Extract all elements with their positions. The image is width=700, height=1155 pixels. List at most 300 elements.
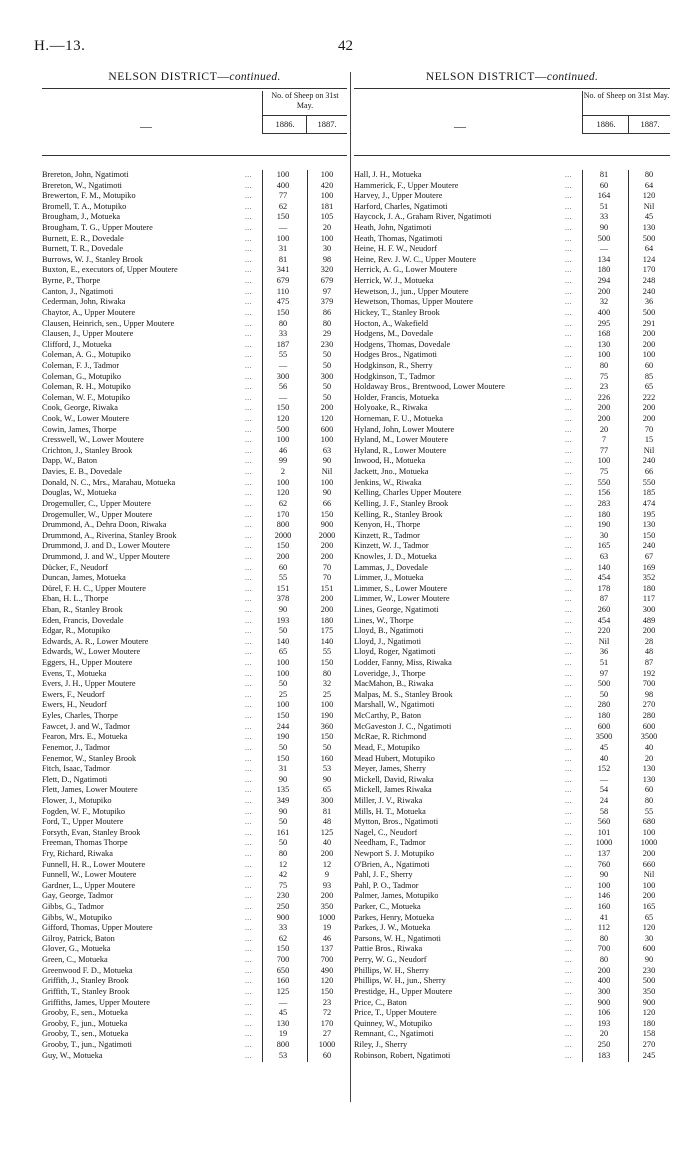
- owner-name: Perry, W. G., Neudorf: [354, 955, 427, 965]
- sheep-count-1887: 100: [320, 233, 334, 243]
- owner-name: Pattie Bros., Riwaka: [354, 944, 423, 954]
- column-rule-1886: [582, 170, 583, 1062]
- sheep-count-1887: 90: [322, 774, 332, 784]
- leader-dots: ...: [565, 319, 572, 328]
- owner-name: Heath, John, Ngatimoti: [354, 223, 432, 233]
- owner-name: Limmer, J., Motueka: [354, 573, 424, 583]
- table-row: [354, 287, 670, 298]
- sheep-count-1886: 100: [276, 170, 290, 179]
- leader-dots: ...: [245, 393, 252, 402]
- sheep-count-1886: 50: [278, 817, 288, 827]
- sheep-count-1886: 180: [597, 509, 611, 519]
- sheep-count-1887: 140: [320, 636, 334, 646]
- leader-dots: ...: [245, 605, 252, 614]
- leader-dots: ...: [565, 542, 572, 551]
- owner-name: Gilroy, Patrick, Baton: [42, 933, 115, 943]
- sheep-count-1886: 100: [276, 477, 290, 487]
- owner-name: Pahl, J. F., Sherry: [354, 870, 413, 880]
- owner-name: Funnell, W., Lower Moutere: [42, 870, 137, 880]
- leader-dots: ...: [245, 542, 252, 551]
- sheep-count-1886: —: [278, 997, 288, 1007]
- sheep-count-1886: 341: [276, 265, 290, 275]
- sheep-count-1886: 151: [276, 583, 290, 593]
- table-row: [354, 244, 670, 255]
- table-row: [42, 732, 347, 743]
- sheep-count-1886: 150: [276, 212, 290, 222]
- sheep-count-1887: Nil: [643, 445, 655, 455]
- table-row: [42, 244, 347, 255]
- leader-dots: ...: [565, 850, 572, 858]
- owner-name: Mickell, James Riwaka: [354, 785, 432, 795]
- leader-dots: ...: [565, 733, 572, 742]
- sheep-count-1887: 86: [322, 307, 332, 317]
- table-row: [42, 849, 347, 860]
- table-row: [42, 891, 347, 902]
- owner-name: Dürel, F. H. C., Upper Moutere: [42, 583, 146, 593]
- owner-name: Hyland, John, Lower Moutere: [354, 424, 455, 434]
- sheep-count-1886: 250: [597, 1039, 611, 1049]
- sheep-count-1886: 900: [597, 997, 611, 1007]
- table-row: [354, 223, 670, 234]
- leader-dots: ...: [245, 934, 252, 943]
- sheep-count-1887: 170: [642, 265, 656, 275]
- page-reference: H.—13.: [34, 38, 86, 54]
- table-row: [42, 711, 347, 722]
- sheep-count-1887: 60: [644, 360, 654, 370]
- sheep-count-1887: 222: [642, 392, 656, 402]
- sheep-count-1887: 60: [322, 1050, 332, 1060]
- leader-dots: ...: [245, 202, 252, 211]
- sheep-count-1887: 200: [642, 329, 656, 339]
- owner-name: Freeman, Thomas Thorpe: [42, 838, 128, 848]
- sheep-count-1886: 55: [278, 573, 288, 583]
- sheep-count-1886: 650: [276, 965, 290, 975]
- sheep-count-1886: 60: [278, 562, 288, 572]
- sheep-count-1886: 80: [599, 933, 609, 943]
- sheep-count-1887: 100: [320, 191, 334, 201]
- sheep-count-1887: 200: [320, 594, 334, 604]
- sheep-count-1886: 2000: [274, 530, 292, 540]
- sheep-count-1886: 31: [278, 244, 288, 254]
- table-row: [42, 1029, 347, 1040]
- sheep-count-1887: 15: [644, 435, 654, 445]
- owner-name: Flower, J., Motupiko: [42, 795, 112, 805]
- sheep-count-1887: 100: [320, 477, 334, 487]
- sheep-count-1886: 500: [597, 233, 611, 243]
- owner-name: Drogemuller, W., Upper Moutere: [42, 509, 153, 519]
- sheep-count-1886: 500: [597, 679, 611, 689]
- leader-dots: ...: [245, 552, 252, 561]
- sheep-count-1886: 100: [597, 350, 611, 360]
- table-row: [42, 456, 347, 467]
- table-header: [42, 88, 347, 156]
- leader-dots: ...: [565, 595, 572, 604]
- sheep-count-1886: 250: [276, 902, 290, 912]
- leader-dots: ...: [245, 839, 252, 848]
- sheep-count-1887: 550: [642, 477, 656, 487]
- sheep-count-1887: 240: [642, 456, 656, 466]
- table-row: [42, 382, 347, 393]
- leader-dots: ...: [565, 245, 572, 254]
- sheep-count-1887: 680: [642, 817, 656, 827]
- sheep-count-1887: 280: [642, 711, 656, 721]
- sheep-count-1887: 190: [320, 711, 334, 721]
- owner-name: Jackett, Jno., Motueka: [354, 467, 429, 477]
- owner-name: Drummond, J. and D., Lower Moutere: [42, 541, 170, 551]
- owner-name: Harford, Charles, Ngatimoti: [354, 201, 448, 211]
- sheep-count-1886: 81: [599, 170, 609, 179]
- leader-dots: ...: [565, 457, 572, 466]
- sheep-count-1887: 900: [642, 997, 656, 1007]
- owner-name: Palmer, James, Motupiko: [354, 891, 439, 901]
- table-row: [354, 234, 670, 245]
- table-row: [354, 944, 670, 955]
- table-row: [42, 467, 347, 478]
- sheep-count-1887: Nil: [643, 870, 655, 880]
- sheep-count-1887: 70: [644, 424, 654, 434]
- sheep-count-1887: 200: [642, 891, 656, 901]
- leader-dots: ...: [245, 659, 252, 668]
- leader-dots: ...: [565, 415, 572, 424]
- leader-dots: ...: [565, 255, 572, 264]
- leader-dots: ...: [245, 404, 252, 413]
- sheep-count-1887: 20: [322, 223, 332, 233]
- sheep-count-1886: 100: [276, 435, 290, 445]
- owner-name: Grooby, T., sen., Motueka: [42, 1029, 129, 1039]
- sheep-count-1887: 200: [320, 403, 334, 413]
- leader-dots: ...: [245, 627, 252, 636]
- sheep-count-1886: 137: [597, 849, 611, 858]
- table-row: [42, 987, 347, 998]
- owner-name: O'Brien, A., Ngatimoti: [354, 859, 430, 869]
- sheep-count-1886: 97: [599, 668, 609, 678]
- sheep-count-1887: 81: [322, 806, 332, 816]
- leader-dots: ...: [565, 404, 572, 413]
- sheep-count-1886: 106: [597, 1008, 611, 1018]
- sheep-count-1887: 50: [322, 382, 332, 392]
- leader-dots: ...: [245, 754, 252, 763]
- table-row: [354, 605, 670, 616]
- table-row: [42, 944, 347, 955]
- table-row: [354, 690, 670, 701]
- table-body: [42, 170, 347, 1061]
- sheep-count-1886: 164: [597, 191, 611, 201]
- table-row: [42, 329, 347, 340]
- table-row: [354, 435, 670, 446]
- leader-dots: ...: [245, 340, 252, 349]
- sheep-count-1886: 165: [597, 541, 611, 551]
- leader-dots: ...: [565, 818, 572, 827]
- sheep-count-1886: 150: [276, 711, 290, 721]
- sheep-count-1886: 100: [276, 700, 290, 710]
- leader-dots: ...: [565, 510, 572, 519]
- sheep-count-1887: 180: [642, 583, 656, 593]
- owner-name: Flett, D., Ngatimoti: [42, 774, 108, 784]
- table-row: [42, 372, 347, 383]
- table-row: [354, 1051, 670, 1062]
- table-row: [354, 679, 670, 690]
- leader-dots: ...: [245, 319, 252, 328]
- owner-name: Ewers, H., Neudorf: [42, 700, 107, 710]
- district-title: [42, 66, 347, 88]
- leader-dots: ...: [565, 1051, 572, 1060]
- leader-dots: ...: [245, 616, 252, 625]
- owner-name: Mead, F., Motupiko: [354, 742, 420, 752]
- owner-name: Lloyd, B., Ngatimoti: [354, 626, 424, 636]
- owner-name: Coleman, A. G., Motupiko: [42, 350, 131, 360]
- sheep-count-1887: 489: [642, 615, 656, 625]
- table-row: [354, 499, 670, 510]
- sheep-count-1887: 97: [322, 286, 332, 296]
- owner-name: Brougham, J., Motueka: [42, 212, 121, 222]
- sheep-count-1887: 360: [320, 721, 334, 731]
- table-row: [42, 976, 347, 987]
- table-row: [354, 393, 670, 404]
- owner-name: Grooby, T., jun., Ngatimoti: [42, 1039, 132, 1049]
- sheep-count-1886: 120: [276, 414, 290, 424]
- leader-dots: ...: [565, 616, 572, 625]
- leader-dots: ...: [245, 956, 252, 965]
- column-rule-1886: [262, 170, 263, 1062]
- owner-name: Mills, H. T., Motueka: [354, 806, 426, 816]
- owner-name: Lines, W., Thorpe: [354, 615, 414, 625]
- table-row: [42, 393, 347, 404]
- table-row: [354, 891, 670, 902]
- leader-dots: ...: [245, 743, 252, 752]
- leader-dots: ...: [565, 903, 572, 912]
- leader-dots: ...: [245, 913, 252, 922]
- owner-name: Miller, J. V., Riwaka: [354, 795, 423, 805]
- leader-dots: ...: [565, 648, 572, 657]
- table-row: [354, 563, 670, 574]
- owner-name: Lloyd, J., Ngatimoti: [354, 636, 422, 646]
- table-row: [42, 425, 347, 436]
- table-row: [42, 319, 347, 330]
- owner-name: Limmer, S., Lower Moutere: [354, 583, 448, 593]
- table-row: [354, 265, 670, 276]
- table-row: [42, 838, 347, 849]
- owner-name: Riley, J., Sherry: [354, 1039, 408, 1049]
- sheep-count-1886: 77: [278, 191, 288, 201]
- owner-name: Davies, E. B., Dovedale: [42, 467, 122, 477]
- table-row: [354, 1040, 670, 1051]
- sheep-count-1886: 200: [597, 965, 611, 975]
- sheep-count-1886: 190: [276, 732, 290, 742]
- leader-dots: ...: [565, 924, 572, 933]
- table-row: [354, 1019, 670, 1030]
- sheep-count-1887: 230: [320, 339, 334, 349]
- sheep-count-1886: 2: [280, 467, 286, 477]
- table-row: [354, 913, 670, 924]
- sheep-count-1886: 90: [278, 806, 288, 816]
- sheep-count-1886: 200: [276, 551, 290, 561]
- leader-dots: ...: [245, 690, 252, 699]
- table-row: [354, 934, 670, 945]
- table-row: [354, 361, 670, 372]
- sheep-count-1887: 200: [642, 414, 656, 424]
- owner-name: McRae, R. Richmond: [354, 732, 427, 742]
- sheep-count-1886: 100: [276, 233, 290, 243]
- sheep-count-1886: 183: [597, 1050, 611, 1060]
- owner-name: Holdaway Bros., Brentwood, Lower Moutere: [354, 382, 505, 392]
- owner-name: Burrows, W. J., Stanley Brook: [42, 254, 143, 264]
- column-rule-1887: [628, 170, 629, 1062]
- sheep-count-1887: 180: [642, 1018, 656, 1028]
- sheep-count-1887: 124: [642, 254, 656, 264]
- owner-name: Heine, H. F. W., Neudorf: [354, 244, 437, 254]
- sheep-count-1886: 56: [278, 382, 288, 392]
- leader-dots: ...: [245, 765, 252, 774]
- sheep-count-1887: 12: [322, 859, 332, 869]
- table-row: [42, 637, 347, 648]
- table-row: [42, 934, 347, 945]
- table-row: [42, 754, 347, 765]
- leader-dots: ...: [245, 881, 252, 890]
- sheep-count-1887: 50: [322, 742, 332, 752]
- sheep-count-1886: 24: [599, 795, 609, 805]
- sheep-count-1886: 700: [276, 955, 290, 965]
- leader-dots: ...: [245, 977, 252, 986]
- sheep-count-1886: 50: [278, 626, 288, 636]
- sheep-count-1886: 60: [599, 180, 609, 190]
- leader-dots: ...: [565, 383, 572, 392]
- sheep-count-1887: 420: [320, 180, 334, 190]
- owner-name: Eyles, Charles, Thorpe: [42, 711, 118, 721]
- table-row: [354, 881, 670, 892]
- leader-dots: ...: [245, 680, 252, 689]
- sheep-count-1886: 130: [276, 1018, 290, 1028]
- sheep-count-1887: 270: [642, 1039, 656, 1049]
- sheep-count-1887: 130: [642, 764, 656, 774]
- leader-dots: ...: [245, 308, 252, 317]
- leader-dots: ...: [245, 531, 252, 540]
- table-row: [42, 828, 347, 839]
- sheep-count-1887: 120: [320, 976, 334, 986]
- sheep-count-1887: 500: [642, 976, 656, 986]
- sheep-count-1887: Nil: [321, 467, 333, 477]
- sheep-count-1887: 500: [642, 307, 656, 317]
- sheep-count-1886: 679: [276, 276, 290, 286]
- sheep-count-1887: 195: [642, 509, 656, 519]
- owner-name: Clifford, J., Motueka: [42, 339, 112, 349]
- sheep-count-1887: 100: [320, 435, 334, 445]
- leader-dots: ...: [245, 415, 252, 424]
- sheep-count-1886: 30: [599, 530, 609, 540]
- table-row: [42, 350, 347, 361]
- sheep-count-1886: 150: [276, 753, 290, 763]
- owner-name: Gay, George, Tadmor: [42, 891, 114, 901]
- sheep-count-1887: 25: [322, 689, 332, 699]
- table-row: [354, 807, 670, 818]
- owner-name: Meyer, James, Sherry: [354, 764, 427, 774]
- sheep-count-1887: 200: [320, 849, 334, 858]
- owner-name: Griffith, T., Stanley Brook: [42, 986, 130, 996]
- sheep-count-1887: 600: [320, 424, 334, 434]
- table-row: [42, 478, 347, 489]
- leader-dots: ...: [565, 521, 572, 530]
- table-row: [354, 382, 670, 393]
- owner-name: Burnett, T. R., Dovedale: [42, 244, 124, 254]
- sheep-count-1886: 25: [278, 689, 288, 699]
- table-row: [42, 510, 347, 521]
- sheep-count-1886: —: [599, 244, 609, 254]
- owner-name: Lloyd, Roger, Ngatimoti: [354, 647, 436, 657]
- sheep-count-1887: 80: [644, 795, 654, 805]
- sheep-count-1886: 36: [599, 647, 609, 657]
- leader-dots: ...: [565, 393, 572, 402]
- leader-dots: ...: [245, 499, 252, 508]
- sheep-count-1887: 130: [642, 223, 656, 233]
- sheep-count-1887: 474: [642, 498, 656, 508]
- leader-dots: ...: [565, 563, 572, 572]
- sheep-count-1887: 151: [320, 583, 334, 593]
- owner-name: Parkes, Henry, Motueka: [354, 912, 435, 922]
- owner-name: Brewerton, F. M., Motupiko: [42, 191, 136, 201]
- sheep-count-1886: 220: [597, 626, 611, 636]
- table-row: [354, 520, 670, 531]
- sheep-count-1887: 80: [644, 170, 654, 179]
- sheep-count-1886: 300: [276, 371, 290, 381]
- sheep-count-1886: 152: [597, 764, 611, 774]
- sheep-count-1886: 700: [597, 944, 611, 954]
- sheep-count-1886: 12: [278, 859, 288, 869]
- leader-dots: ...: [565, 584, 572, 593]
- year-header-1887: 1887.: [306, 115, 347, 133]
- leader-dots: ...: [565, 690, 572, 699]
- leader-dots: ...: [245, 1019, 252, 1028]
- leader-dots: ...: [245, 733, 252, 742]
- sheep-count-1886: 283: [597, 498, 611, 508]
- sheep-count-1886: 161: [276, 827, 290, 837]
- sheep-count-1886: 760: [597, 859, 611, 869]
- sheep-count-1886: 62: [278, 498, 288, 508]
- sheep-count-1887: 165: [642, 902, 656, 912]
- leader-dots: ...: [565, 892, 572, 901]
- sheep-count-1887: 60: [644, 785, 654, 795]
- table-row: [42, 181, 347, 192]
- sheep-count-1886: 187: [276, 339, 290, 349]
- owner-name: Phillips, W. H., jun., Sherry: [354, 976, 446, 986]
- sheep-count-1886: 156: [597, 488, 611, 498]
- leader-dots: ...: [245, 722, 252, 731]
- sheep-count-1886: 170: [276, 509, 290, 519]
- table-row: [354, 552, 670, 563]
- year-header-1886: 1886.: [582, 115, 629, 133]
- sheep-count-1886: 193: [276, 615, 290, 625]
- sheep-count-1887: 50: [322, 360, 332, 370]
- owner-name: Nagel, C., Neudorf: [354, 827, 418, 837]
- leader-dots: ...: [565, 266, 572, 275]
- sheep-count-1886: 3500: [595, 732, 613, 742]
- table-row: [354, 329, 670, 340]
- sheep-count-1886: 560: [597, 817, 611, 827]
- owner-name: Coleman, R. H., Motupiko: [42, 382, 131, 392]
- owner-name: Grooby, F., jun., Motueka: [42, 1018, 128, 1028]
- sheep-count-1887: 40: [644, 742, 654, 752]
- leader-dots: ...: [565, 298, 572, 307]
- sheep-count-1887: 66: [322, 498, 332, 508]
- table-row: [354, 860, 670, 871]
- leader-dots: ...: [245, 818, 252, 827]
- owner-name: Kelling, J. F., Stanley Brook: [354, 498, 449, 508]
- owner-name: Parkes, J. W., Motueka: [354, 923, 431, 933]
- table-row: [354, 425, 670, 436]
- table-row: [354, 796, 670, 807]
- owner-name: Heine, Rev. J. W. C., Upper Moutere: [354, 254, 477, 264]
- leader-dots: ...: [565, 372, 572, 381]
- table-row: [354, 700, 670, 711]
- table-row: [354, 1029, 670, 1040]
